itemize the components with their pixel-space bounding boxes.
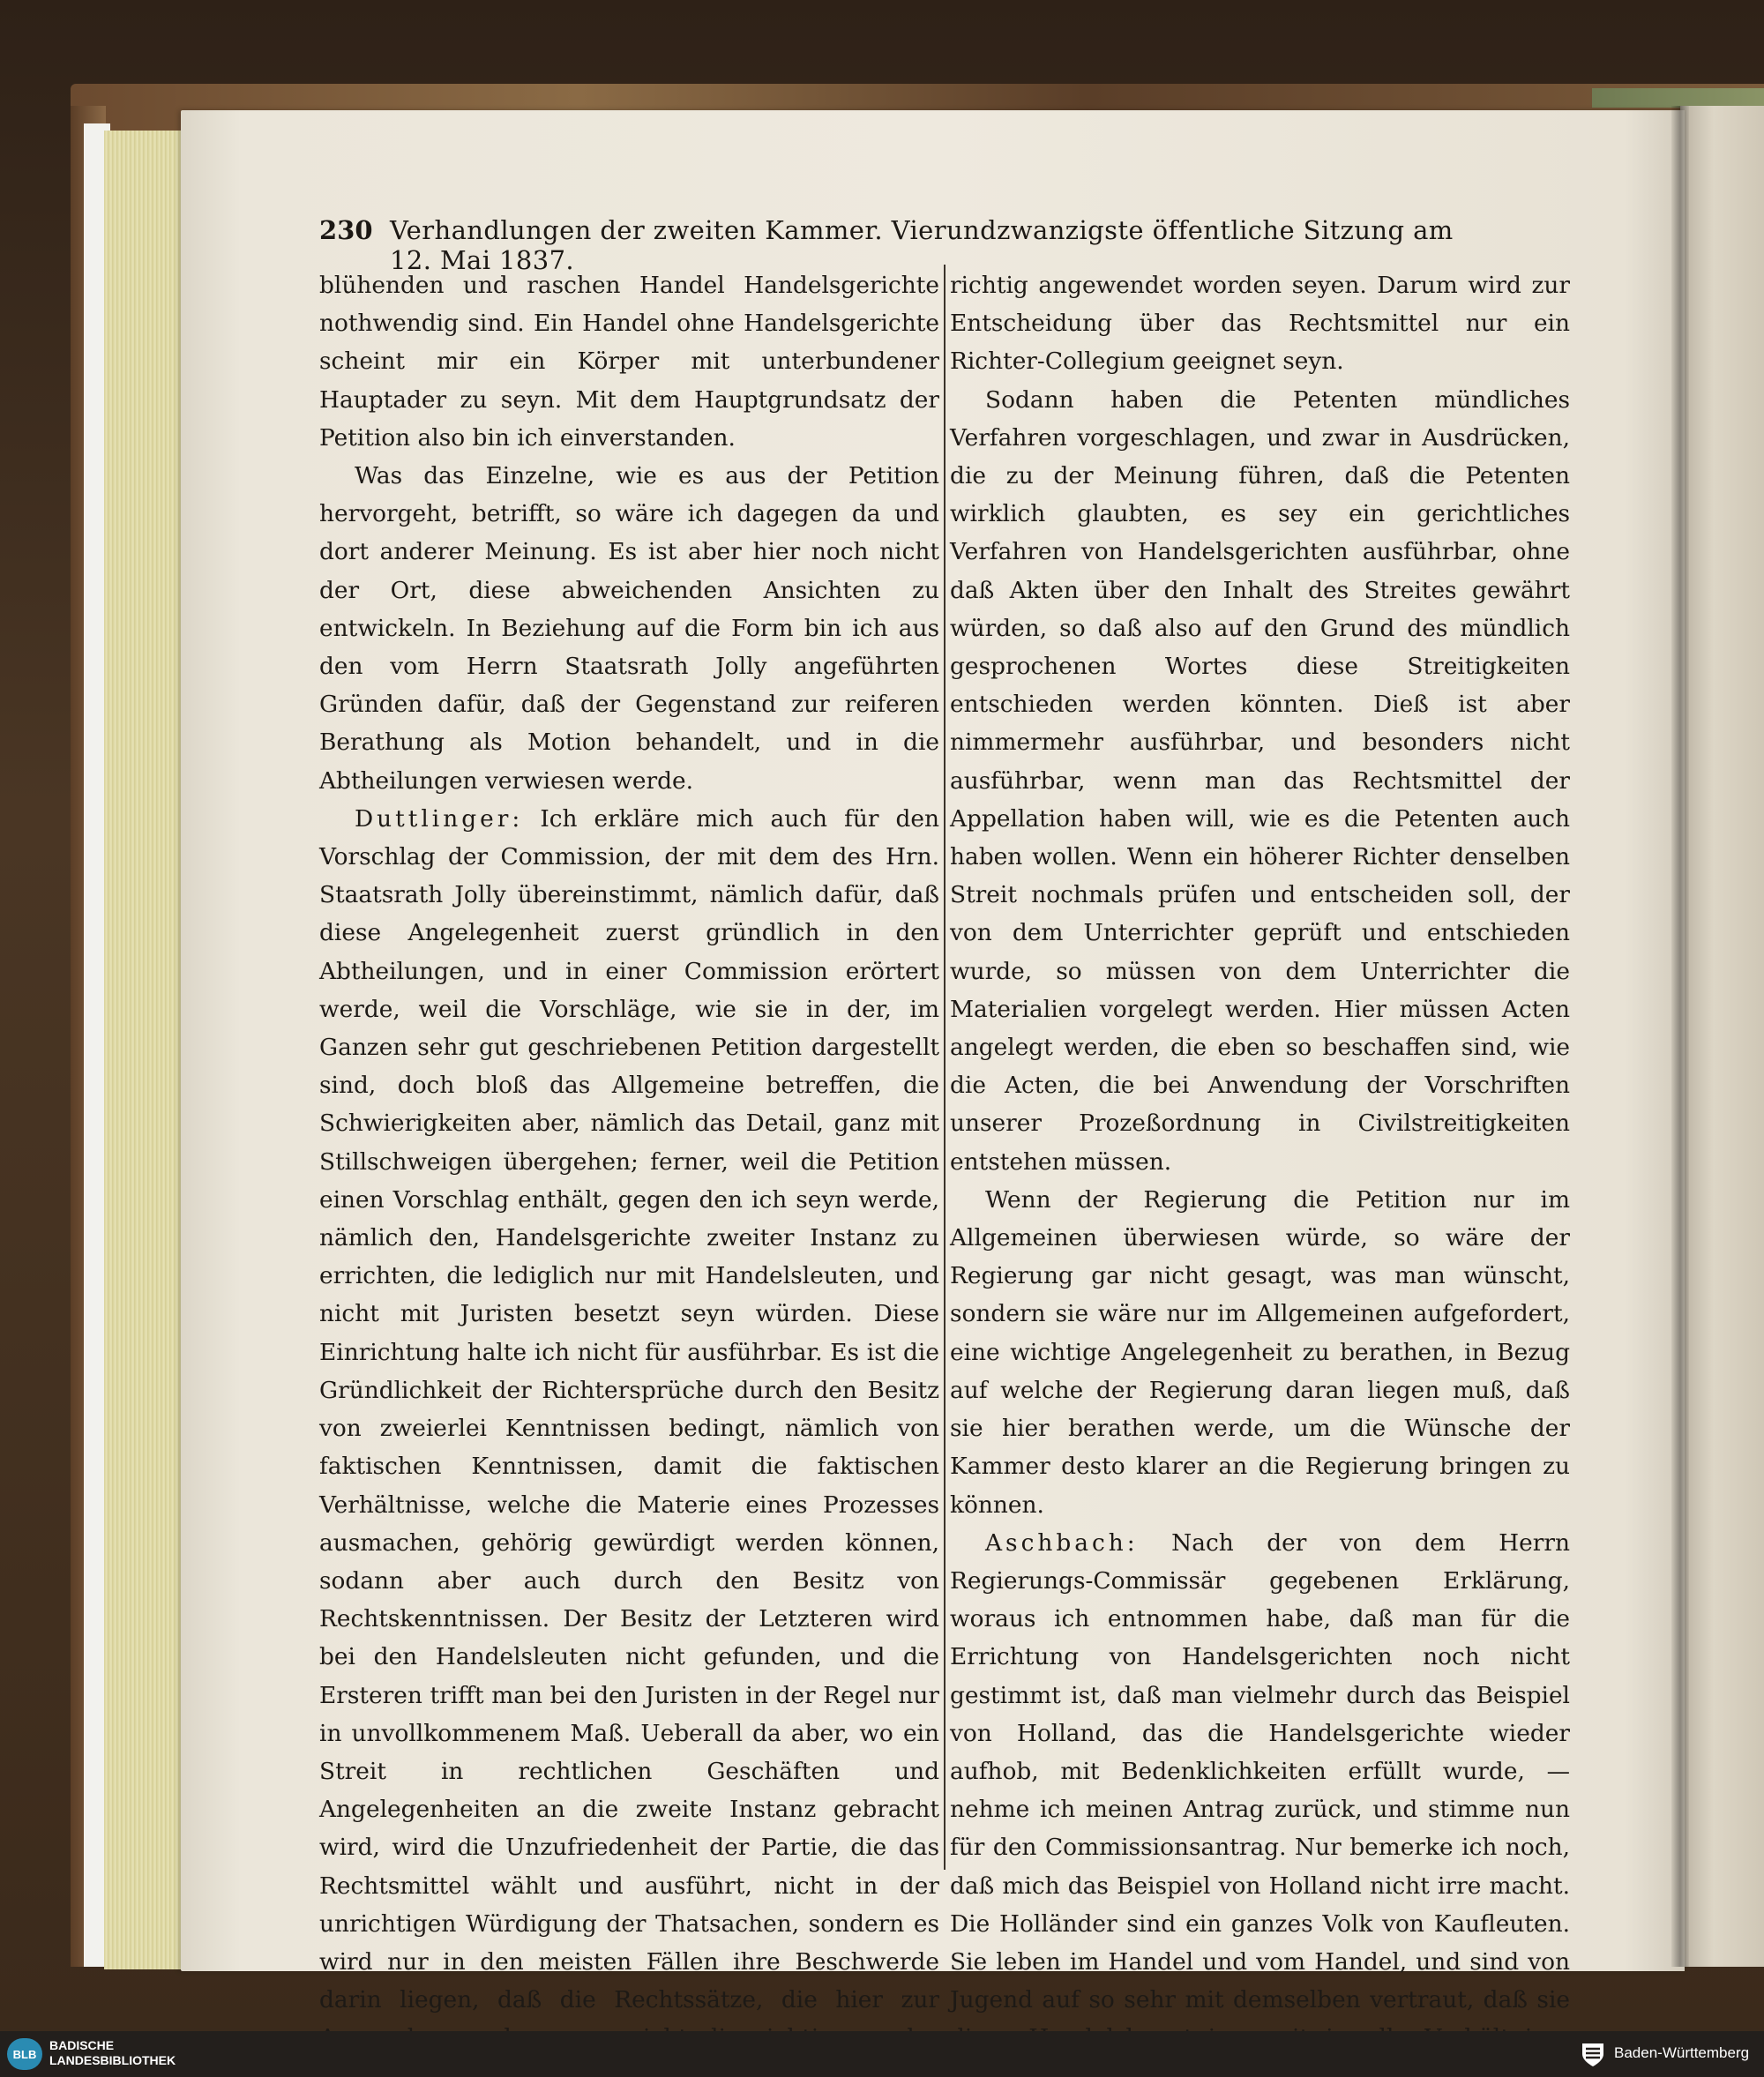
speech-text: Nach der von dem Herrn Regierungs-Commissär gegebenen Erklärung, woraus ich entnommen habe, daß man für die Errichtung von Handelsgerichten noch nicht gestimmt ist, daß man vielmehr durch das Beispiel von Holland, das die Handelsgerichte wieder aufhob, mit Bedenklichkeiten erfüllt wurde, — nehme ich meinen Antrag zurück, und stimme nun für den Commissionsantrag. Nur bemerke ich noch, daß mich das Beispiel von Holland nicht irre macht. Die Holländer sind ein ganzes Volk von Kaufleuten. Sie leben im Handel und vom Handel, und sind von Jugend auf so sehr mit demselben vertraut, daß sie xyxy=(950,1528,1570,2014)
speaker-name: Duttlinger: xyxy=(355,804,524,833)
coat-of-arms-icon[interactable] xyxy=(1579,2040,1607,2068)
paragraph: Was das Einzelne, wie es aus der Petition hervorgeht, betrifft, so wäre ich dagegen da und dort anderer Meinung. Es ist aber hier noch nicht der Ort, diese abweichenden Ansichten zu entwickeln. In Beziehung auf die Form bin ich aus den vom Herrn Staatsrath Jolly angeführten Gründen dafür, daß der Gegenstand zur reiferen Berathung als Motion behandelt, und in die Abtheilungen verwiesen werde. xyxy=(319,462,939,795)
paragraph: Sodann haben die Petenten mündliches Verfahren vorgeschlagen, und zwar in Ausdrücken, die zu der Meinung führen, daß die Petenten wirklich glaubten, es sey ein gerichtliches Verfahren von Handelsgerichten ausführbar, ohne daß Akten über den Inhalt des Streites gewährt würden, so daß also auf den Grund des mündlich gesprochenen Wortes diese Streitigkeiten entschieden werden könnten. Dieß ist aber nimmermehr ausführbar, und besonders nicht ausführbar, wenn man das Rechtsmittel der Appellation haben will, wie es die Petenten auch haben wollen. Wenn ein höherer Richter denselben Streit nochmals prüfen und entscheiden soll, der von dem Unterrichter geprüft und entschieden wurde, so müssen von dem Unterrichter die Materialien vorgelegt werden. Hier müssen Acten angelegt werden, die eben so beschaffen sind, wie die Acten, die bei Anwendung der Vorschriften unserer Prozeßordnung in Civilstreitigkeiten entstehen müssen. xyxy=(950,385,1570,1176)
blb-logo-icon[interactable]: BLB xyxy=(7,2038,42,2070)
institution-line-1: BADISCHE xyxy=(49,2038,115,2052)
institution-name[interactable] xyxy=(49,2038,208,2068)
footer-bar xyxy=(0,2031,1764,2077)
page-edges xyxy=(104,131,188,1969)
paragraph-speech xyxy=(950,1524,1570,2077)
header-title: Verhandlungen der zweiten Kammer. Vierundzwanzigste öffentliche Sitzung am 12. Mai 1837. xyxy=(390,215,1454,275)
right-column xyxy=(950,266,1570,2077)
state-name[interactable]: Baden-Württemberg xyxy=(1614,2044,1750,2061)
bookmark-strip xyxy=(1592,88,1764,108)
paragraph: richtig angewendet worden seyen. Darum wird zur Entscheidung über das Rechtsmittel nur ein Richter-Collegium geeignet seyn. xyxy=(950,272,1570,376)
institution-line-2: LANDESBIBLIOTHEK xyxy=(49,2053,176,2067)
facing-page-edge xyxy=(1680,106,1764,1967)
spine-shadow xyxy=(1671,106,1689,1967)
page-number: 230 xyxy=(319,215,373,245)
paragraph-speech xyxy=(319,800,939,2077)
paragraph: blühenden und raschen Handel Handelsgerichte nothwendig sind. Ein Handel ohne Handelsgerichte scheint mir ein Körper mit unterbundener Hauptader zu seyn. Mit dem Hauptgrundsatz der Petition also bin ich einverstanden. xyxy=(319,272,939,452)
paragraph: Wenn der Regierung die Petition nur im Allgemeinen überwiesen würde, so wäre der Regierung gar nicht gesagt, was man wünscht, sondern sie wäre nur im Allgemeinen aufgefordert, eine wichtige Angelegenheit zu berathen, in Bezug auf welche der Regierung daran liegen muß, daß sie hier berathen werde, um die Wünsche der Kammer desto klarer an die Regierung bringen zu können. xyxy=(950,1185,1570,1519)
speech-text: Ich erkläre mich auch für den Vorschlag der Commission, der mit dem des Hrn. Staatsrath Jolly übereinstimmt, nämlich dafür, daß diese Angelegenheit zuerst gründlich in den Abtheilungen, und in einer Commission erörtert werde, weil die Vorschläge, wie sie in der, im Ganzen sehr gut geschriebenen Petition dargestellt sind, doch bloß das Allgemeine betreffen, die Schwierigkeiten aber, nämlich das Detail, ganz mit Stillschweigen übergehen; ferner, weil die Petition einen Vorschlag enthält, gegen den ich seyn werde, nämlich den, Handelsgerichte zweiter Instanz zu errichten, die lediglich nur mit Handelsleuten, und nicht mit Juristen besetzt seyn würden. Diese Einrichtung halte ich nicht für ausführbar. Es ist die Gründlichkeit der Richtersprüche durch den Besitz von zweierlei Kenntnissen bedingt, nämlich von faktischen Kenntnissen, damit die faktischen Verhältnisse, welche die Materie eines Prozesses ausmachen, gehörig gewürdigt werden können, sodann aber auch durch den Besitz von Rechtskenntnissen. Der Besitz der Letzteren wird bei den Handelsleuten nicht gefunden, und die Ersteren trifft man bei den Juristen in der Regel nur in unvollkommenem Maß. Ueberall da aber, wo ein Streit in rechtlichen Geschäften und Angelegenheiten an die zweite Instanz gebracht wird, wird die Unzufriedenheit der Partie, die das Rechtsmittel wählt und ausführt, nicht in der unrichtigen Würdigung der Thatsachen, sondern es wird nur in den meisten Fällen ihre Beschwerde darin liegen, daß die Rechtssätze, die hier zur xyxy=(319,804,939,2014)
column-divider xyxy=(944,265,946,1870)
speaker-name: Aschbach: xyxy=(985,1528,1139,1557)
running-head xyxy=(319,215,1479,275)
left-column xyxy=(319,266,939,2077)
